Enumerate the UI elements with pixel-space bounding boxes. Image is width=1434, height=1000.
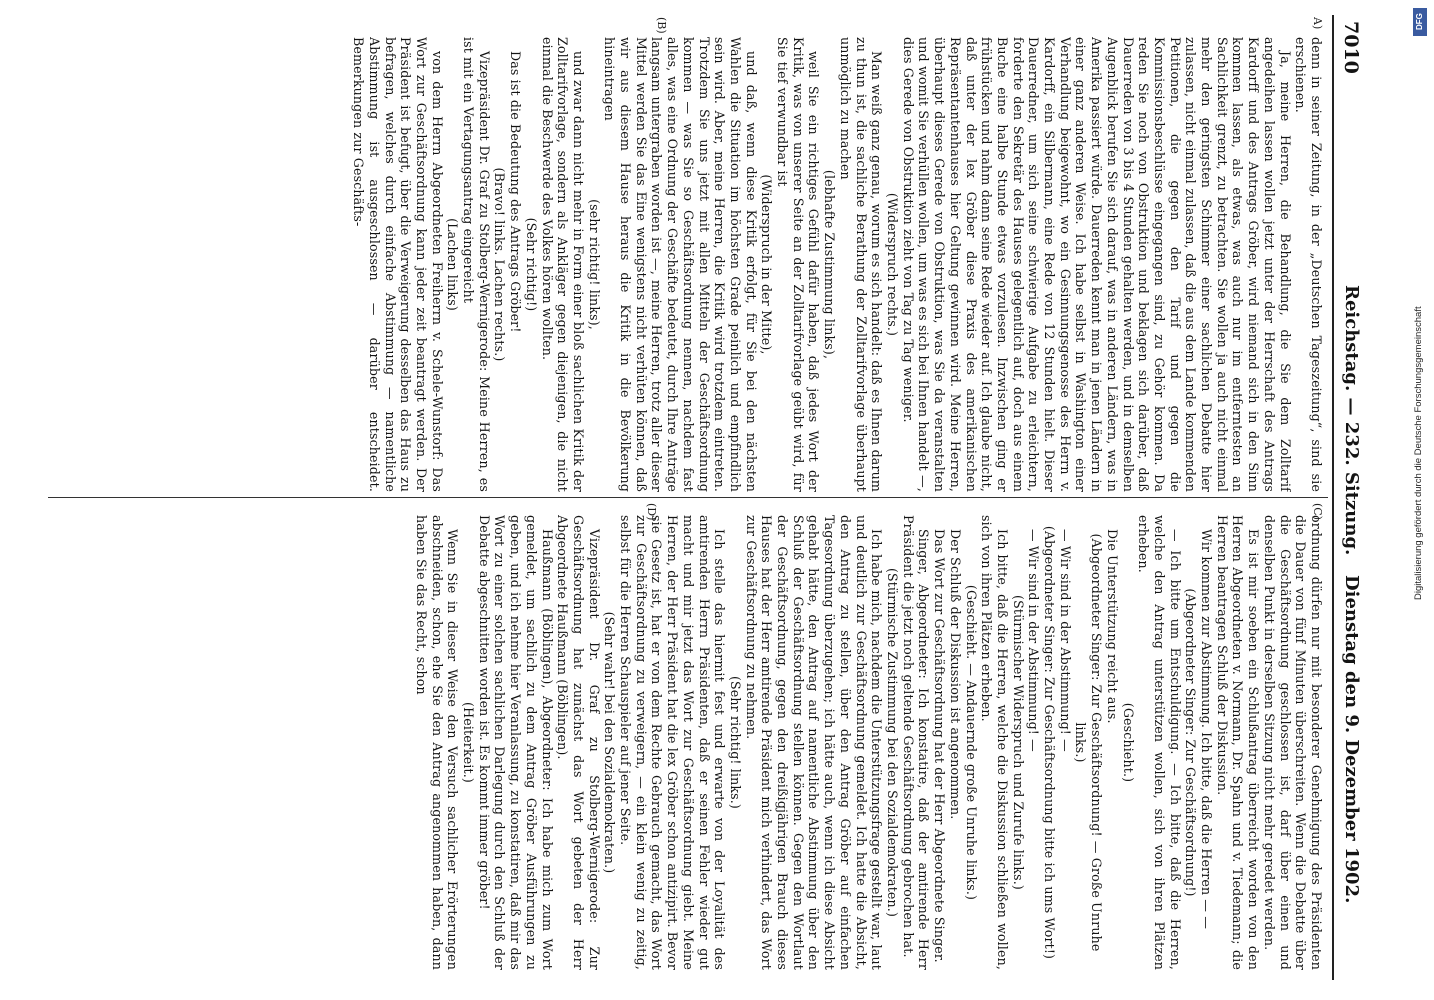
left-column — [54, 37, 1324, 492]
left-paragraph-2: Ja, meine Herren, die Behandlung, die Sie dem Zolltarif angedeihen lassen wollen jetzt unter der Herrschaft des Antrags Kardorff und des Antrags Gröber, wird niemand sich in den Sinn kommen lassen, als etwas, was auch nur im entferntesten an Sachlichkeit grenzt, zu betrachten. Sie wollen ja auch nicht einmal mehr den geringsten Schimmer einer sachlichen Debatte hier zulassen, nicht einmal zulassen, daß die aus dem Lande kommenden Petitionen, die gegen den Tarif und gegen die Kommissionsbeschlüsse eingegangen sind, zu Gehör kommen. Da reden Sie noch von Obstruktion und beklagen sich darüber, daß Dauerreden von 3 bis 4 Stunden gehalten werden, und in demselben Augenblick berufen Sie sich darauf, was in anderen Ländern, was in Amerika passiert würde. Dauerreden kennt man in jenen Ländern in einer ganz anderen Weise. Ich habe selbst in Washington einer Verhandlung beigewohnt, wo ein Gesinnungsgenosse des Herrn v. Kardorff, ein Silbermann, eine Rede von 12 Stunden hielt. Dieser Dauerredner, um sich seine schwierige Aufgabe zu erleichtern, forderte den Sekretär des Hauses gelegentlich auf, doch aus einem Buche eine halbe Stunde etwas vorzulesen. Inzwischen ging er frühstücken und nahm dann seine Rede wieder auf. Ich glaube nicht, daß unter der lex Gröber diese Praxis des amerikanischen Repräsentantenhauses hier Geltung gewinnen wird. Meine Herren, überhaupt dieses Gerede von Obstruktion, was Sie da veranstalten und womit Sie verhüllen wollen, um was es sich bei Ihnen handelt —, dies Gerede von Obstruktion zieht von Tag zu Tag weniger. — [900, 37, 1293, 492]
right-speaker-haussmann: Haußmann (Böblingen), Abgeordneter: Ich habe mich zum Wort gemeldet, um sachlich zu dem Antrag Gröber Ausführungen zu geben, und ich nehme hier Veranlassung, zu konstatiren, daß mir das Wort zu einer solchen sachlichen Darlegung durch den Schluß der Debatte abgeschnitten worden ist. Es kommt immer gröber! — [476, 515, 555, 970]
left-interjection-1: (Widerspruch rechts.) — [885, 192, 901, 337]
digitization-credit: Digitalisierung gefördert durch die Deutsche Forschungsgemeinschaft — [1413, 306, 1424, 600]
margin-mark-a: A) — [1311, 17, 1324, 30]
left-interjection-5: (Sehr richtig!) — [523, 217, 539, 312]
margin-mark-b: (B) — [655, 17, 668, 34]
right-interjection-10: (Heiterkeit.) — [461, 702, 477, 783]
right-interjection-4: (Abgeordneter Singer: Zur Geschäftsordnung bitte ich ums Wort!) — [1042, 525, 1058, 960]
right-paragraph-13: Wenn Sie in dieser Weise den Versuch sachlicher Erörterungen abschneiden, schon, ehe Sie den Antrag angenommen haben, dann haben Sie das Recht, schon — [413, 515, 461, 970]
header-title-session: Reichstag. — 232. Sitzung. — [1341, 285, 1362, 556]
left-speaker-vizepraesident: Vizepräsident Dr. Graf zu Stolberg-Wernigerode: Meine Herren, es ist mit ein Vertagungsantrag eingereicht — [461, 37, 492, 492]
right-paragraph-9: Der Schluß der Diskussion ist angenommen. — [947, 529, 963, 820]
right-speaker-vizepraesident: Vizepräsident Dr. Graf zu Stolberg-Wernigerode: Zur Geschäftsordnung hat zunächst das Wort gebeten der Herr Abgeordnete Haußmann (Böblingen). — [555, 515, 602, 970]
left-paragraph-5: und daß, wenn diese Kritik erfolgt, für Sie bei den nächsten Wahlen die Situation im höchsten Grade peinlich und empfindlich sein wird. Aber, meine Herren, die Kritik wird trotzdem eintreten. Trotzdem Sie uns jetzt mit allen Mitteln der Geschäftsordnung kommen — was Sie so Geschäftsordnung nennen, nachdem fast alles, was eine Ordnung der Geschäfte bedeutet, durch Ihre Anträge langsam untergraben worden ist —, meine Herren, trotz aller dieser Mittel werden Sie das Eine wenigstens nicht verhüten können, daß wir aus diesem Hause heraus die Kritik in die Bevölkerung hineintragen — [602, 37, 759, 492]
dfg-logo: DFG — [1413, 8, 1427, 36]
document-page — [43, 15, 1368, 980]
left-paragraph-7: Das ist die Bedeutung des Antrags Gröber! — [508, 51, 524, 333]
page-number: 7010 — [1340, 21, 1362, 74]
right-interjection-7: (Stürmische Zustimmung bei den Sozialdemokraten.) — [885, 567, 901, 918]
column-divider — [48, 497, 1328, 498]
right-paragraph-4: — Ich bitte um Entschuldigung. — Ich bitte, daß die Herren, welche den Antrag unterstützen wollen, sich von ihren Plätzen erheben. — [1136, 515, 1183, 970]
right-interjection-5: (Stürmischer Widerspruch und Zurufe links.) — [1010, 595, 1026, 890]
margin-mark-d: (D) — [645, 503, 658, 521]
left-paragraph-6: und zwar dann nicht mehr in Form einer bloß sachlichen Kritik der Zolltarifvorlage, sondern als Ankläger gegen diejenigen, die nicht einmal die Beschwerde des Volkes hören wollten. — [539, 37, 586, 492]
right-paragraph-11: Ich habe mich, nachdem die Unterstützungsfrage gestellt war, laut und deutlich zur Geschäftsordnung gemeldet. Ich hatte die Absicht, den Antrag zu stellen, über den Antrag Gröber auf einfachen Tagesordnung überzugehen; ich hätte auch, wenn ich diese Absicht gehabt hätte, den Antrag auf namentliche Abstimmung über den Schluß der Geschäftsordnung stellen können. Gegen den Wortlaut der Geschäftsordnung, gegen den dreißigjährigen Brauch dieses Hauses hat der Herr amtirende Präsident mich verhindert, das Wort zur Geschäftsordnung zu nehmen. — [743, 515, 885, 970]
right-paragraph-2: Es ist mir soeben ein Schlußantrag überreicht worden von den Herren Abgeordneten v. Normann, Dr. Spahn und v. Tiedemann; die Herren beantragen Schluß der Diskussion. — [1214, 515, 1262, 970]
left-paragraph-4: weil Sie ein richtiges Gefühl dafür haben, daß jedes Wort der Kritik, was von unserer Seite an der Zolltarifvorlage geübt wird, für Sie tief verwundbar ist — [775, 37, 822, 492]
left-paragraph-8: von dem Herrn Abgeordneten Freiherrn v. Schele-Wunstorf: Das Wort zur Geschäftsordnung kann jeder zeit beantragt werden. Der Präsident ist befugt, über die Verweigerung desselben das Haus zu befragen, welches durch einfache Abstimmung — namentliche Abstimmung ist ausgeschlossen — darüber entscheidet. Bemerkungen zur Geschäfts- — [351, 37, 445, 492]
right-interjection-6: (Geschieht. — Andauernde große Unruhe links.) — [963, 584, 979, 901]
left-interjection-2: (lebhafte Zustimmung links), — [822, 169, 838, 360]
left-interjection-6: (Bravo! links. Lachen rechts.) — [492, 167, 508, 362]
left-interjection-3: (Widerspruch in der Mitte), — [759, 174, 775, 355]
right-paragraph-6: — Wir sind in der Abstimmung! — — [1057, 529, 1073, 752]
right-speaker-singer: Singer, Abgeordneter: Ich konstatire, daß der amtirende Herr Präsident die jetzt noch geltende Geschäftsordnung gebrochen hat. — [900, 515, 932, 970]
left-interjection-7: (Lachen links) — [445, 218, 461, 311]
header-title-date: Dienstag den 9. Dezember 1902. — [1341, 575, 1362, 904]
left-paragraph-1: denn in seiner Zeitung, in der „Deutschen Tageszeitung“, sind sie erschienen. — [1293, 37, 1324, 492]
right-interjection-3: (Abgeordneter Singer: Zur Geschäftsordnung! — Große Unruhe links.) — [1073, 533, 1105, 952]
right-interjection-8: (Sehr richtig! links.) — [727, 675, 743, 810]
right-paragraph-5: Die Unterstützung reicht aus. — [1104, 529, 1120, 724]
page-header — [1332, 15, 1368, 980]
left-paragraph-3: Man weiß ganz genau, worum es sich handelt: daß es Ihnen darum zu thun ist, die sachliche Berathung der Zolltarifvorlage überhaupt unmöglich zu machen — [837, 37, 885, 492]
right-paragraph-3: Wir kommen zur Abstimmung. Ich bitte, daß die Herren — — — [1199, 529, 1215, 930]
right-interjection-2: (Geschieht.) — [1120, 702, 1136, 783]
right-paragraph-10: Das Wort zur Geschäftsordnung hat der Herr Abgeordnete Singer. — [932, 529, 948, 963]
left-interjection-4: (sehr richtig! links), — [586, 199, 602, 330]
right-paragraph-1: ordnung dürfen nur mit besonderer Genehmigung des Präsidenten die Dauer von fünf Minuten überschreiten. Wenn die Debatte über die Geschäftsordnung geschlossen ist, darf über einen und denselben Punkt in derselben Sitzung nicht mehr geredet werden. — [1261, 515, 1324, 970]
right-column — [54, 515, 1324, 970]
right-paragraph-12: Ich stelle das hiermit fest und erwarte von der Loyalität des amtirenden Herrn Präsidenten, daß er seinen Fehler wieder gut macht und mir jetzt das Wort zur Geschäftsordnung giebt. Meine Herren, der Herr Präsident hat die lex Gröber schon antizipirt. Bevor sie Gesetz ist, hat er von dem Rechte Gebrauch gemacht, das Wort zur Geschäftsordnung zu verweigern, — ein klein wenig zu zeitig, selbst für die Herren Schauspieler auf jener Seite. — [618, 515, 728, 970]
right-paragraph-7: — Wir sind in der Abstimmung! — — [1026, 529, 1042, 752]
right-interjection-9: (Sehr wahr! bei den Sozialdemokraten.) — [602, 611, 618, 874]
right-interjection-1: (Abgeordneter Singer: Zur Geschäftsordnung!) — [1183, 588, 1199, 897]
right-paragraph-8: Ich bitte, daß die Herren, welche die Diskussion schließen wollen, sich von ihren Plätzen erheben. — [979, 515, 1010, 970]
margin-mark-c: (C) — [1311, 503, 1324, 520]
